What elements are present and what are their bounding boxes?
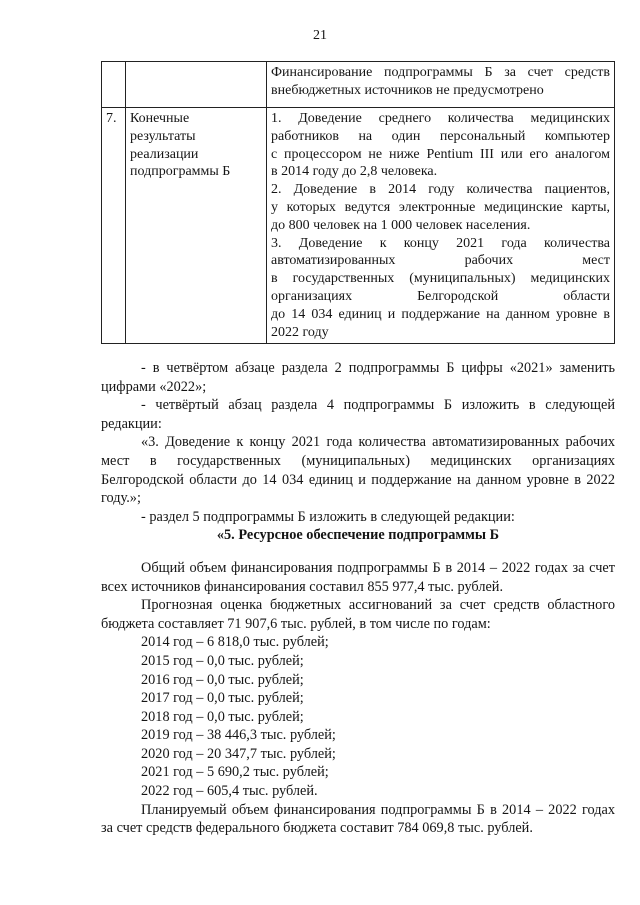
results-line: 2022 году: [271, 324, 329, 340]
year-list: [101, 633, 615, 800]
row-number-cell: 7.: [102, 108, 126, 344]
results-line: у которых ведутся электронные медицинские карты,: [271, 199, 610, 215]
amendment-paragraph: - раздел 5 подпрограммы Б изложить в следующей редакции:: [141, 508, 515, 525]
amendment-paragraph: - в четвёртом абзаце раздела 2 подпрограммы Б цифры «2021» заменить цифрами «2022»;: [101, 360, 615, 395]
row-name-cell: [126, 108, 267, 344]
year-item: 2017 год – 0,0 тыс. рублей;: [141, 690, 304, 707]
row-name-line: реализации: [130, 146, 199, 162]
row-name-cell: [126, 62, 267, 108]
results-line: до 14 034 единиц и поддержание на данном уровне в: [271, 306, 610, 322]
results-line: автоматизированных рабочих мест: [271, 253, 610, 269]
body-paragraph: Общий объем финансирования подпрограммы Б в 2014 – 2022 годах за счет всех источников финансирования составил 855 977,4 тыс. рублей.: [101, 559, 615, 595]
results-line: с процессором не ниже Pentium III или его аналогом: [271, 146, 610, 162]
results-line: до 800 человек на 1 000 человек населения.: [271, 217, 531, 233]
results-line: 2. Доведение в 2014 году количества пациентов,: [271, 182, 610, 198]
table-row: [102, 108, 615, 344]
spacer: [101, 545, 615, 559]
table-row: [102, 62, 615, 108]
document-body: [101, 359, 615, 838]
results-text-cell: [267, 108, 615, 344]
results-line: организациях Белгородской области: [271, 288, 610, 304]
results-line: в государственных (муниципальных) медицинских: [271, 271, 610, 287]
row-name-line: Конечные: [130, 111, 190, 126]
year-item: 2021 год – 5 690,2 тыс. рублей;: [141, 764, 329, 781]
results-line: 3. Доведение к концу 2021 года количества: [271, 235, 610, 251]
body-paragraph: Прогнозная оценка бюджетных ассигнований за счет средств областного бюджета составляет 71 907,6 тыс. рублей, в том числе по годам:: [101, 597, 615, 632]
row-number-cell: [102, 62, 126, 108]
subprogram-table: [101, 61, 615, 344]
results-line: в 2014 году до 2,8 человека.: [271, 164, 438, 180]
body-paragraph: Планируемый объем финансирования подпрограммы Б в 2014 – 2022 годах за счет средств федерального бюджета составит 784 069,8 тыс. рублей.: [101, 801, 615, 837]
year-item: 2022 год – 605,4 тыс. рублей.: [141, 783, 318, 800]
year-item: 2018 год – 0,0 тыс. рублей;: [141, 708, 304, 725]
row-name-line: подпрограммы Б: [130, 164, 231, 180]
row-name-line: результаты: [130, 128, 196, 144]
results-line: работников на один персональный компьютер: [271, 128, 610, 144]
results-line: 1. Доведение среднего количества медицинских: [271, 111, 610, 126]
quoted-paragraph: «3. Доведение к концу 2021 года количества автоматизированных рабочих мест в государственных (муниципальных) медицинских организациях Белгородской области до 14 034 единиц и поддержание на данном уровне в 2022 году.»;: [101, 434, 615, 507]
section-heading: «5. Ресурсное обеспечение подпрограммы Б: [216, 527, 500, 544]
year-item: 2020 год – 20 347,7 тыс. рублей;: [141, 745, 336, 762]
amendment-paragraph: - четвёртый абзац раздела 4 подпрограммы Б изложить в следующей редакции:: [101, 397, 615, 432]
year-item: 2019 год – 38 446,3 тыс. рублей;: [141, 727, 336, 744]
page-number: 21: [313, 28, 327, 43]
year-item: 2016 год – 0,0 тыс. рублей;: [141, 671, 304, 688]
year-item: 2014 год – 6 818,0 тыс. рублей;: [141, 634, 329, 651]
year-item: 2015 год – 0,0 тыс. рублей;: [141, 652, 304, 669]
financing-text-cell: Финансирование подпрограммы Б за счет средств внебюджетных источников не предусмотрено: [267, 62, 615, 108]
